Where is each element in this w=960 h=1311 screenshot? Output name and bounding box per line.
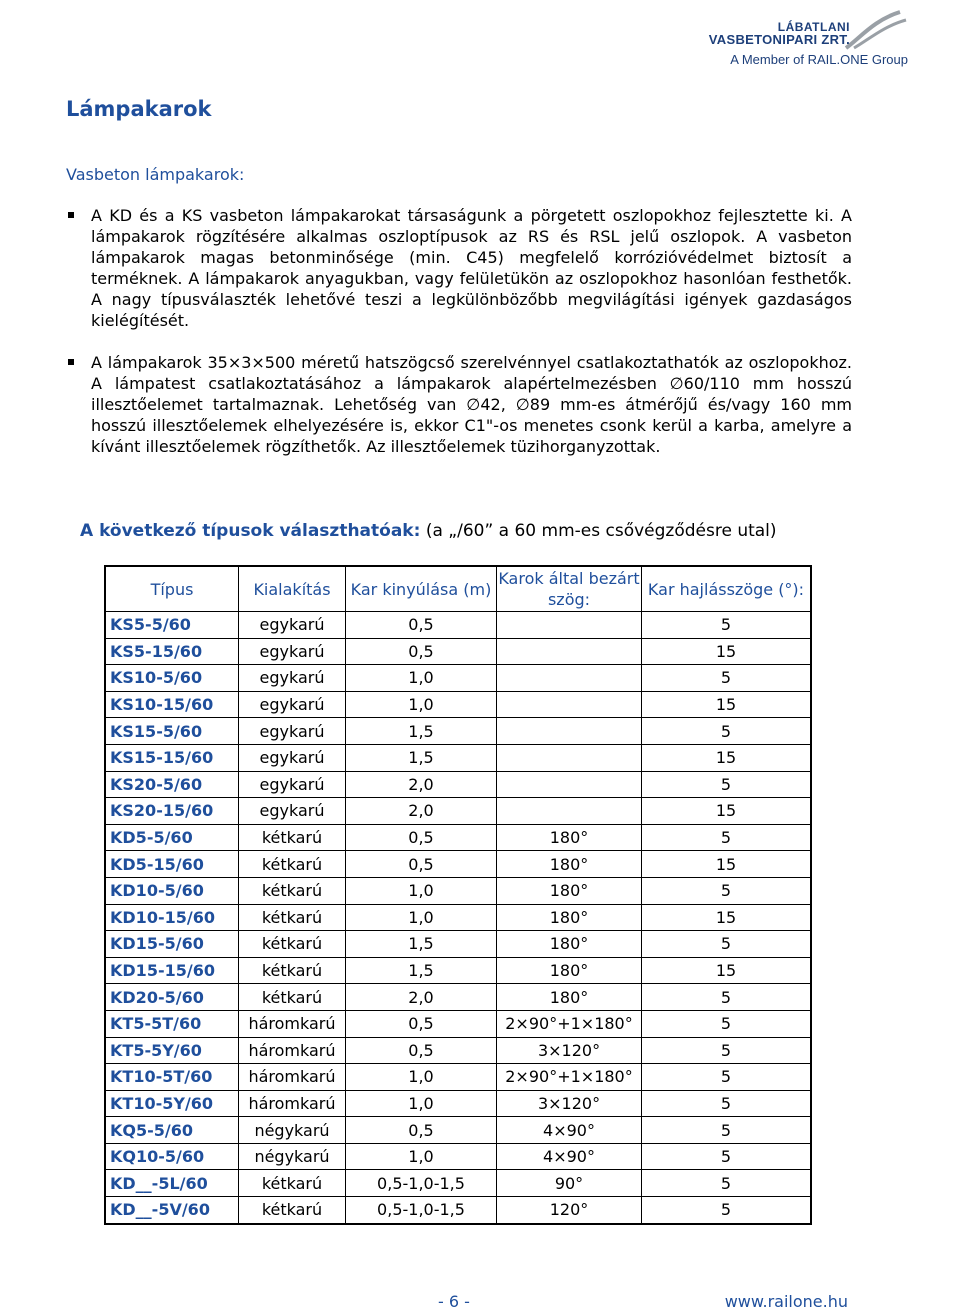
cell-reach: 2,0	[346, 771, 497, 798]
cell-type: KT5-5Y/60	[105, 1037, 239, 1064]
company-logo	[660, 8, 910, 70]
cell-type: KS20-15/60	[105, 798, 239, 825]
cell-angle: 180°	[497, 984, 642, 1011]
available-types-heading	[80, 521, 777, 541]
available-types-label: A következő típusok választhatóak:	[80, 521, 421, 541]
table-row	[105, 771, 811, 798]
cell-angle	[497, 798, 642, 825]
page-title: Lámpakarok	[66, 97, 212, 121]
square-bullet-icon	[68, 212, 74, 218]
cell-tilt: 15	[642, 798, 812, 825]
cell-angle: 3×120°	[497, 1037, 642, 1064]
cell-type: KD15-5/60	[105, 931, 239, 958]
cell-type: KS5-15/60	[105, 638, 239, 665]
cell-reach: 1,0	[346, 665, 497, 692]
cell-type: KD15-15/60	[105, 957, 239, 984]
table-row	[105, 744, 811, 771]
cell-angle: 120°	[497, 1197, 642, 1224]
cell-tilt: 5	[642, 984, 812, 1011]
cell-design: háromkarú	[239, 1037, 346, 1064]
cell-type: KT5-5T/60	[105, 1010, 239, 1037]
cell-type: KT10-5T/60	[105, 1064, 239, 1091]
rail-swoosh-icon	[840, 8, 910, 52]
cell-angle: 180°	[497, 904, 642, 931]
cell-reach: 1,5	[346, 957, 497, 984]
column-header-reach: Kar kinyúlása (m)	[346, 566, 497, 612]
cell-design: négykarú	[239, 1143, 346, 1170]
cell-design: kétkarú	[239, 1170, 346, 1197]
types-table	[104, 565, 812, 1225]
cell-type: KD5-5/60	[105, 824, 239, 851]
cell-design: egykarú	[239, 691, 346, 718]
cell-angle	[497, 744, 642, 771]
cell-design: kétkarú	[239, 877, 346, 904]
cell-design: kétkarú	[239, 984, 346, 1011]
cell-type: KS10-15/60	[105, 691, 239, 718]
cell-type: KD20-5/60	[105, 984, 239, 1011]
cell-tilt: 5	[642, 1064, 812, 1091]
table-row	[105, 612, 811, 639]
table-row	[105, 904, 811, 931]
column-header-angle: Karok által bezárt szög:	[497, 566, 642, 612]
cell-angle: 4×90°	[497, 1143, 642, 1170]
cell-angle	[497, 691, 642, 718]
table-row	[105, 877, 811, 904]
table-row	[105, 638, 811, 665]
cell-type: KD5-15/60	[105, 851, 239, 878]
cell-tilt: 15	[642, 904, 812, 931]
column-header-tilt: Kar hajlásszöge (°):	[642, 566, 812, 612]
cell-angle: 90°	[497, 1170, 642, 1197]
page-number: - 6 -	[438, 1292, 470, 1311]
table-row	[105, 718, 811, 745]
cell-design: négykarú	[239, 1117, 346, 1144]
cell-angle	[497, 771, 642, 798]
table-row	[105, 1117, 811, 1144]
table-row	[105, 665, 811, 692]
cell-design: kétkarú	[239, 957, 346, 984]
cell-type: KD__-5L/60	[105, 1170, 239, 1197]
cell-reach: 1,0	[346, 1143, 497, 1170]
cell-design: egykarú	[239, 665, 346, 692]
cell-reach: 0,5	[346, 638, 497, 665]
table-row	[105, 798, 811, 825]
cell-reach: 1,5	[346, 718, 497, 745]
cell-design: kétkarú	[239, 904, 346, 931]
cell-reach: 1,5	[346, 931, 497, 958]
table-row	[105, 984, 811, 1011]
logo-line-1: LÁBATLANI	[777, 20, 850, 34]
table-row	[105, 1143, 811, 1170]
table-row	[105, 1010, 811, 1037]
cell-angle	[497, 638, 642, 665]
cell-angle: 180°	[497, 931, 642, 958]
cell-reach: 1,0	[346, 904, 497, 931]
cell-design: háromkarú	[239, 1090, 346, 1117]
table-row	[105, 691, 811, 718]
table-row	[105, 851, 811, 878]
cell-angle	[497, 665, 642, 692]
cell-tilt: 5	[642, 612, 812, 639]
cell-reach: 0,5-1,0-1,5	[346, 1170, 497, 1197]
cell-type: KQ5-5/60	[105, 1117, 239, 1144]
available-types-note: (a „/60” a 60 mm-es csővégződésre utal)	[420, 521, 777, 541]
square-bullet-icon	[68, 359, 74, 365]
cell-design: egykarú	[239, 638, 346, 665]
column-header-design: Kialakítás	[239, 566, 346, 612]
cell-design: háromkarú	[239, 1064, 346, 1091]
cell-type: KS15-15/60	[105, 744, 239, 771]
cell-type: KQ10-5/60	[105, 1143, 239, 1170]
cell-type: KS10-5/60	[105, 665, 239, 692]
cell-design: kétkarú	[239, 824, 346, 851]
cell-tilt: 5	[642, 1197, 812, 1224]
cell-reach: 1,0	[346, 1090, 497, 1117]
description-text: A lámpakarok 35×3×500 méretű hatszögcső szerelvénnyel csatlakoztathatók az oszlopokhoz. A lámpatest csatlakoztatásához a lámpakarok alapértelmezésben ∅60/110 mm hosszú illesztőelemet tartalmaznak. Lehetőség van ∅42, ∅89 mm-es átmérőjű és/vagy 160 mm hosszú illesztőelemek elhelyezésére is, ekkor C1"-os menetes csonk kerül a karba, amelyre a kívánt illesztőelemek rögzíthetők. Az illesztőelemek tüzihorganyzottak.	[91, 353, 852, 456]
cell-angle: 180°	[497, 851, 642, 878]
table-row	[105, 957, 811, 984]
cell-tilt: 5	[642, 824, 812, 851]
cell-design: háromkarú	[239, 1010, 346, 1037]
cell-design: kétkarú	[239, 1197, 346, 1224]
cell-tilt: 5	[642, 1143, 812, 1170]
description-text: A KD és a KS vasbeton lámpakarokat társaságunk a pörgetett oszlopokhoz fejlesztette ki. A lámpakarok rögzítésére alkalmas oszloptípusok az RS és RSL jelű oszlopok. A vasbeton lámpakarok magas betonminősége (min. C45) megfelelő korrózióvédelmet biztosít a terméknek. A lámpakarok anyagukban, vagy felületükön az oszlopokhoz hasonlóan festhetők. A nagy típusválaszték lehetővé teszi a legkülönbözőbb megvilágítási igények gazdaságos kielégítését.	[91, 206, 852, 330]
cell-angle: 4×90°	[497, 1117, 642, 1144]
cell-angle: 2×90°+1×180°	[497, 1010, 642, 1037]
cell-reach: 0,5	[346, 612, 497, 639]
cell-design: egykarú	[239, 771, 346, 798]
cell-tilt: 15	[642, 957, 812, 984]
cell-tilt: 5	[642, 1090, 812, 1117]
cell-reach: 1,0	[346, 877, 497, 904]
cell-tilt: 5	[642, 718, 812, 745]
cell-design: kétkarú	[239, 931, 346, 958]
cell-tilt: 5	[642, 931, 812, 958]
cell-type: KD10-15/60	[105, 904, 239, 931]
cell-angle: 180°	[497, 877, 642, 904]
cell-reach: 0,5	[346, 851, 497, 878]
cell-tilt: 5	[642, 1170, 812, 1197]
cell-reach: 0,5-1,0-1,5	[346, 1197, 497, 1224]
cell-reach: 1,5	[346, 744, 497, 771]
cell-type: KD__-5V/60	[105, 1197, 239, 1224]
table-header-row	[105, 566, 811, 612]
cell-tilt: 15	[642, 851, 812, 878]
cell-reach: 1,0	[346, 691, 497, 718]
cell-type: KS15-5/60	[105, 718, 239, 745]
cell-reach: 2,0	[346, 984, 497, 1011]
table-row	[105, 1090, 811, 1117]
cell-tilt: 5	[642, 1037, 812, 1064]
cell-type: KS5-5/60	[105, 612, 239, 639]
cell-tilt: 5	[642, 1117, 812, 1144]
cell-angle: 180°	[497, 957, 642, 984]
cell-design: egykarú	[239, 718, 346, 745]
table-row	[105, 931, 811, 958]
cell-tilt: 5	[642, 665, 812, 692]
logo-line-2: VASBETONIPARI ZRT.	[708, 32, 850, 47]
cell-tilt: 5	[642, 877, 812, 904]
table-row	[105, 1197, 811, 1224]
cell-reach: 0,5	[346, 824, 497, 851]
cell-design: egykarú	[239, 798, 346, 825]
cell-angle: 180°	[497, 824, 642, 851]
cell-reach: 0,5	[346, 1010, 497, 1037]
cell-tilt: 5	[642, 771, 812, 798]
cell-angle	[497, 612, 642, 639]
cell-design: egykarú	[239, 612, 346, 639]
table-row	[105, 1064, 811, 1091]
cell-angle: 2×90°+1×180°	[497, 1064, 642, 1091]
cell-tilt: 15	[642, 691, 812, 718]
cell-design: egykarú	[239, 744, 346, 771]
table-row	[105, 1170, 811, 1197]
cell-reach: 1,0	[346, 1064, 497, 1091]
cell-type: KS20-5/60	[105, 771, 239, 798]
cell-reach: 0,5	[346, 1117, 497, 1144]
cell-reach: 2,0	[346, 798, 497, 825]
description-item	[66, 205, 852, 331]
cell-reach: 0,5	[346, 1037, 497, 1064]
cell-angle	[497, 718, 642, 745]
cell-tilt: 15	[642, 744, 812, 771]
cell-tilt: 5	[642, 1010, 812, 1037]
column-header-type: Típus	[105, 566, 239, 612]
description-item	[66, 352, 852, 457]
table-row	[105, 1037, 811, 1064]
cell-angle: 3×120°	[497, 1090, 642, 1117]
cell-tilt: 15	[642, 638, 812, 665]
table-row	[105, 824, 811, 851]
cell-type: KT10-5Y/60	[105, 1090, 239, 1117]
cell-design: kétkarú	[239, 851, 346, 878]
logo-tagline: A Member of RAIL.ONE Group	[730, 52, 908, 67]
description-list	[66, 205, 852, 478]
section-subtitle: Vasbeton lámpakarok:	[66, 165, 245, 184]
cell-type: KD10-5/60	[105, 877, 239, 904]
website-link[interactable]: www.railone.hu	[724, 1292, 848, 1311]
